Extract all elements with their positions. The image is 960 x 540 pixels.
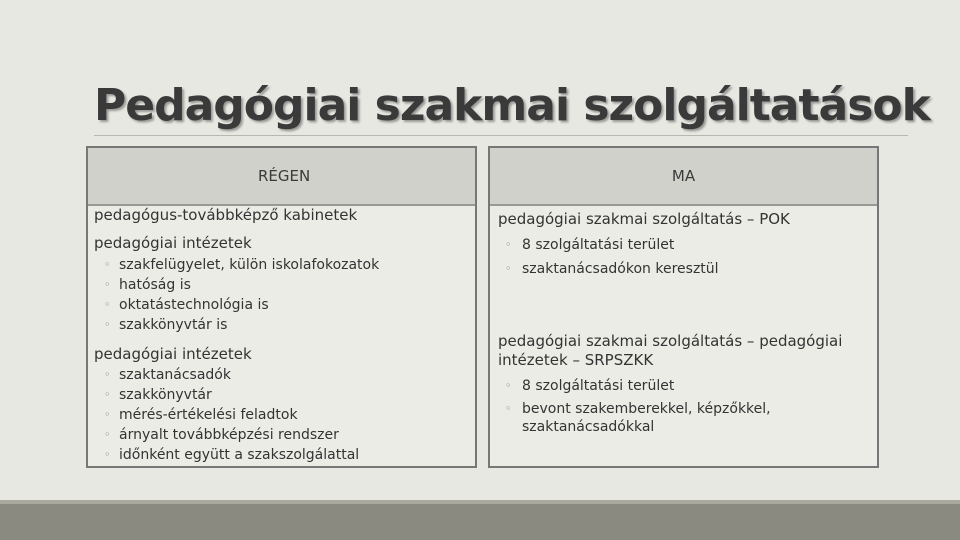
left-group-2-list (88, 365, 475, 465)
left-group-1 (94, 234, 475, 335)
list-item: ◦ szakkönyvtár (104, 387, 212, 403)
list-item: ◦ szakkönyvtár is (104, 317, 228, 333)
bullet-icon: ◦ (104, 298, 111, 311)
bullet-icon: ◦ (104, 428, 111, 441)
title-divider (94, 135, 908, 136)
right-group-2 (498, 332, 863, 436)
footer-bar (0, 500, 960, 540)
left-group-1-list (88, 255, 475, 335)
list-item: ◦ 8 szolgáltatási terület (505, 378, 675, 394)
right-group-1 (498, 210, 877, 279)
right-group-2-heading: pedagógiai szakmai szolgáltatás – pedagógiai intézetek – SRPSZKK (498, 332, 843, 369)
left-group-1-heading: pedagógiai intézetek (94, 234, 252, 252)
right-group-1-list (490, 235, 877, 279)
column-regen (86, 146, 477, 468)
right-group-2-list (490, 376, 863, 436)
bullet-icon: ◦ (505, 379, 512, 392)
footer-highlight (0, 500, 960, 504)
bullet-icon: ◦ (104, 278, 111, 291)
slide-title: Pedagógiai szakmai szolgáltatások (94, 80, 930, 131)
column-header-regen: RÉGEN (88, 148, 475, 206)
bullet-icon: ◦ (505, 402, 512, 415)
bullet-icon: ◦ (505, 238, 512, 251)
bullet-icon: ◦ (104, 448, 111, 461)
bullet-icon: ◦ (104, 408, 111, 421)
column-header-ma: MA (490, 148, 877, 206)
left-group-2-heading: pedagógiai intézetek (94, 345, 252, 363)
bullet-icon: ◦ (505, 262, 512, 275)
list-item: ◦ 8 szolgáltatási terület (505, 237, 675, 253)
list-item: ◦ szaktanácsadókon keresztül (505, 261, 719, 277)
list-item: ◦ árnyalt továbbképzési rendszer (104, 427, 339, 443)
left-intro (94, 206, 475, 225)
bullet-icon: ◦ (104, 368, 111, 381)
bullet-icon: ◦ (104, 318, 111, 331)
list-item: ◦ hatóság is (104, 277, 191, 293)
list-item: ◦ időnként együtt a szakszolgálattal (104, 447, 360, 463)
list-item: ◦ oktatástechnológia is (104, 297, 269, 313)
right-group-1-heading: pedagógiai szakmai szolgáltatás – POK (498, 210, 790, 228)
list-item: ◦ szakfelügyelet, külön iskolafokozatok (104, 257, 380, 273)
left-intro-text: pedagógus-továbbképző kabinetek (94, 206, 358, 224)
left-group-2 (94, 345, 475, 465)
column-ma (488, 146, 879, 468)
list-item: ◦ mérés-értékelési feladtok (104, 407, 298, 423)
bullet-icon: ◦ (104, 388, 111, 401)
bullet-icon: ◦ (104, 258, 111, 271)
list-item: ◦ bevont szakemberekkel, képzőkkel, szaktanácsadókkal (505, 401, 771, 435)
list-item: ◦ szaktanácsadók (104, 367, 231, 383)
